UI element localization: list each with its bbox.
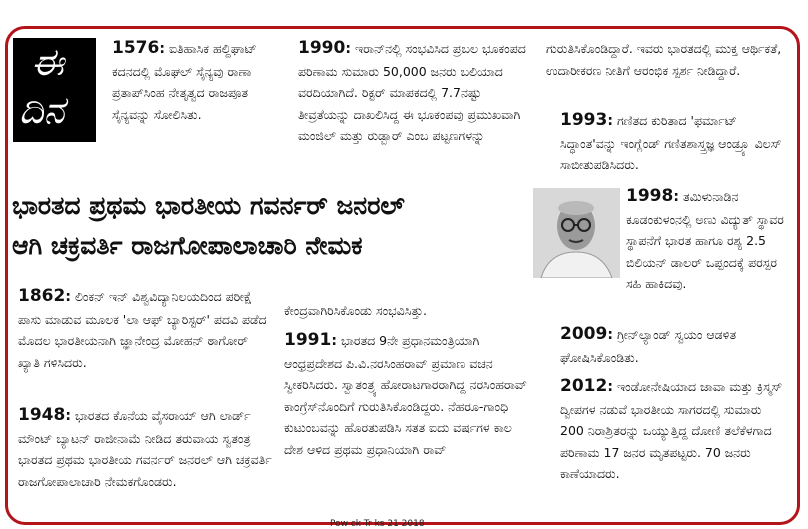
entry-1948 (18, 405, 273, 492)
headline-line-1: ಭಾರತದ ಪ್ರಥಮ ಭಾರತೀಯ ಗವರ್ನರ್ ಜನರಲ್ (12, 191, 405, 220)
entry-year: 2012 (560, 376, 608, 396)
ee-dina-badge (13, 38, 96, 142)
entry-text: ಇರಾನ್‌ನಲ್ಲಿ ಸಂಭವಿಸಿದ ಪ್ರಬಲ ಭೂಕಂಪದ ಪರಿಣಾಮ ಸುಮಾರು 50,000 ಜನರು ಬಲಿಯಾದ ವರದಿಯಾಗಿದೆ. ರಿಕ್ಟರ್ ಮಾಪಕದಲ್ಲಿ 7.7ನಷ್ಟು ತೀವ್ರತೆಯನ್ನು ದಾಖಲಿಸಿದ್ದ ಈ ಭೂಕಂಪವು ಪ್ರಮುಖವಾಗಿ ಮಂಜಿಲ್ ಮತ್ತು ರುಡ್ಬಾರ್ ಎಂಬ ಪಟ್ಟಣಗಳನ್ನು (298, 41, 526, 143)
portrait-image (533, 188, 620, 278)
badge-line-2: ದಿನ (19, 88, 65, 132)
entry-text: ಭಾರತದ ಕೊನೆಯ ವೈಸರಾಯ್ ಆಗಿ ಲಾರ್ಡ್ ಮೌಂಟ್ ಬ್ಯಾಟನ್ ರಾಜೀನಾಮೆ ನೀಡಿದ ತರುವಾಯ ಸ್ವತಂತ್ರ ಭಾರತದ ಪ್ರಥಮ ಭಾರತೀಯ ಗವರ್ನರ್ ಜನರಲ್ ಆಗಿ ಚಕ್ರವರ್ತಿ ರಾಜಗೋಪಾಲಾಚಾರಿ ನೇಮಕಗೊಂಡರು. (18, 408, 272, 489)
entry-colon: : (607, 327, 613, 343)
entry-year: 1993 (560, 110, 608, 130)
entry-text: ಗಣಿತದ ಕುರಿತಾದ 'ಫರ್ಮಾಟ್ ಸಿದ್ಧಾಂತ'ವನ್ನು ಇಂಗ್ಲೆಂಡ್ ಗಣಿತಶಾಸ್ತ್ರಜ್ಞ ಆಂಡ್ರ್ಯೂ ವಿಲಸ್ ಸಾಬೀತುಪಡಿಸಿದರು. (560, 113, 782, 172)
entry-colon: : (607, 379, 613, 395)
entry-text: ಲಿಂಕನ್ ಇನ್ ವಿಶ್ವವಿದ್ಯಾನಿಲಯದಿಂದ ಪರೀಕ್ಷೆ ಪಾಸು ಮಾಡುವ ಮೂಲಕ 'ಲಾ ಆಫ್ ಬ್ಯಾರಿಸ್ಟರ್' ಪದವಿ ಪಡೆದ ಮೊದಲ ಭಾರತೀಯನಾಗಿ ಜ್ಞಾನೇಂದ್ರ ಮೋಹನ್ ಠಾಗೋರ್ ಖ್ಯಾತಿ ಗಳಿಸಿದರು. (18, 289, 267, 370)
entry-1990-cont (284, 300, 529, 322)
entry-1991 (284, 330, 529, 460)
entry-year: 1998 (626, 186, 674, 206)
entry-1993 (560, 110, 786, 176)
entry-2009 (560, 324, 786, 368)
entry-1991-cont (546, 38, 786, 81)
entry-colon: : (159, 41, 165, 57)
entry-colon: : (65, 408, 71, 424)
badge-line-1: ಈ (31, 40, 64, 84)
headline-line-2: ಆಗಿ ಚಕ್ರವರ್ತಿ ರಾಜಗೋಪಾಲಾಚಾರಿ ನೇಮಕ (12, 231, 363, 260)
entry-2012 (560, 376, 786, 485)
top-band (0, 0, 808, 27)
footer-credit: Pow ck Tr ks 21 2018 (330, 519, 425, 529)
entry-text: ತಮಿಳುನಾಡಿನ ಕೂಡಂಕುಳಂನಲ್ಲಿ ಅಣು ವಿದ್ಯುತ್ ಸ್ಥಾವರ ಸ್ಥಾಪನೆಗೆ ಭಾರತ ಹಾಗೂ ರಶ್ಯ 2.5 ಬಿಲಿಯನ್ ಡಾಲರ್ ಒಪ್ಪಂದಕ್ಕೆ ಪರಸ್ಪರ ಸಹಿ ಹಾಕಿದವು. (626, 189, 784, 291)
entry-colon: : (345, 41, 351, 57)
entry-text: ಭಾರತದ 9ನೇ ಪ್ರಧಾನಮಂತ್ರಿಯಾಗಿ ಆಂಧ್ರಪ್ರದೇಶದ ಪಿ.ವಿ.ನರಸಿಂಹರಾವ್ ಪ್ರಮಾಣ ವಚನ ಸ್ವೀಕರಿಸಿದರು. ಸ್ವಾತಂತ್ರ್ಯ ಹೋರಾಟಗಾರರಾಗಿದ್ದ ನರಸಿಂಹರಾವ್ ಕಾಂಗ್ರೆಸ್‌ನೊಂದಿಗೆ ಗುರುತಿಸಿಕೊಂಡಿದ್ದರು. ನೆಹರೂ-ಗಾಂಧಿ ಕುಟುಂಬವನ್ನು ಹೊರತುಪಡಿಸಿ ಸತತ ಐದು ವರ್ಷಗಳ ಕಾಲ ದೇಶ ಆಳಿದ ಪ್ರಥಮ ಪ್ರಧಾನಿಯಾಗಿ ರಾವ್ (284, 333, 527, 457)
entry-colon: : (331, 333, 337, 349)
entry-1990 (298, 38, 528, 147)
entry-1998 (626, 186, 784, 295)
entry-text: ಕೇಂದ್ರವಾಗಿರಿಸಿಕೊಂಡು ಸಂಭವಿಸಿತ್ತು. (284, 303, 427, 318)
entry-year: 1576 (112, 38, 160, 58)
entry-year: 1862 (18, 286, 66, 306)
headline (12, 186, 527, 266)
entry-text: ಗುರುತಿಸಿಕೊಂಡಿದ್ದಾರೆ. ಇವರು ಭಾರತದಲ್ಲಿ ಮುಕ್ತ ಆರ್ಥಿಕತೆ, ಉದಾರೀಕರಣ ನೀತಿಗೆ ಆರಂಭಿಕ ಸ್ಪರ್ಶ ನೀಡಿದ್ದಾರೆ. (546, 41, 782, 78)
entry-colon: : (607, 113, 613, 129)
entry-year: 1990 (298, 38, 346, 58)
entry-1862 (18, 286, 273, 373)
entry-text: ಇಂಡೋನೇಷಿಯಾದ ಜಾವಾ ಮತ್ತು ಕ್ರಿಸ್ಮಸ್ ದ್ವೀಪಗಳ ನಡುವೆ ಭಾರತೀಯ ಸಾಗರದಲ್ಲಿ ಸುಮಾರು 200 ನಿರಾಶ್ರಿತರನ್ನು ಒಯ್ಯುತ್ತಿದ್ದ ದೋಣಿ ತಲೆಕೆಳಗಾದ ಪರಿಣಾಮ 17 ಜನರ ಮೃತಪಟ್ಟರು. 70 ಜನರು ಕಾಣೆಯಾದರು. (560, 379, 783, 481)
entry-text: ಗ್ರೀನ್‌ಲ್ಯಾಂಡ್ ಸ್ವಯಂ ಆಡಳಿತ ಘೋಷಿಸಿಕೊಂಡಿತು. (560, 327, 737, 365)
portrait-photo (533, 188, 620, 278)
entry-colon: : (65, 289, 71, 305)
entry-year: 1991 (284, 330, 332, 350)
entry-text: ಐತಿಹಾಸಿಕ ಹಲ್ದಿಘಾಟ್ ಕದನದಲ್ಲಿ ಮೊಘಲ್ ಸೈನ್ಯವು ರಾಣಾ ಪ್ರತಾಪ್‌ಸಿಂಹ ನೇತೃತ್ವದ ರಾಜಪೂತ ಸೈನ್ಯವನ್ನು ಸೋಲಿಸಿತು. (112, 41, 257, 122)
entry-colon: : (673, 189, 679, 205)
entry-year: 1948 (18, 405, 66, 425)
entry-year: 2009 (560, 324, 608, 344)
entry-1576 (112, 38, 288, 125)
